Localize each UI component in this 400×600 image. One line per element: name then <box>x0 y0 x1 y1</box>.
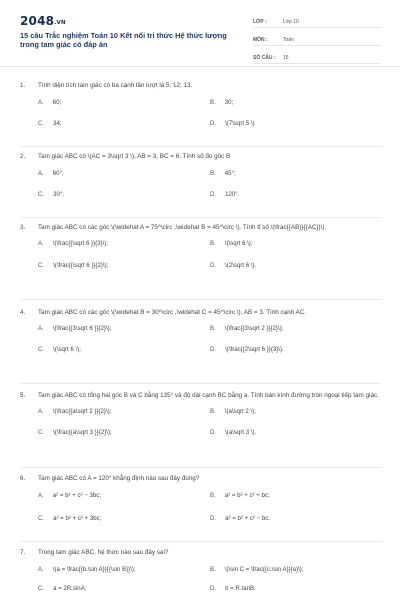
option-d[interactable] <box>210 262 256 269</box>
option-text: \(\sqrt 6 \); <box>53 346 81 353</box>
options <box>38 170 380 198</box>
option-text: 45°; <box>224 170 236 177</box>
option-label: B. <box>210 170 216 177</box>
option-text: \(a\sqrt 3 \). <box>225 429 257 436</box>
option-text: a² = b² + c² + bc; <box>224 492 270 499</box>
option-text: a² = b² + c² − bc. <box>225 515 270 522</box>
question-text <box>20 81 380 90</box>
question-number: 2. <box>20 153 26 160</box>
option-text: \(a\sqrt 2 \); <box>224 408 256 415</box>
option-label: B. <box>210 566 216 573</box>
option-label: D. <box>210 191 217 198</box>
option-c[interactable] <box>38 262 108 269</box>
option-b[interactable] <box>210 170 236 177</box>
option-b[interactable] <box>210 492 270 499</box>
option-c[interactable] <box>38 429 112 436</box>
meta-row-class <box>253 12 381 28</box>
option-label: D. <box>210 515 217 522</box>
question-stem: Tam giác ABC có A = 120° khẳng định nào sau đây đúng? <box>38 475 200 482</box>
option-d[interactable] <box>210 429 256 436</box>
option-c[interactable] <box>38 120 62 127</box>
option-d[interactable] <box>210 191 239 198</box>
logo-main: 2048 <box>20 14 55 28</box>
option-label: C. <box>38 346 45 353</box>
option-label: B. <box>210 408 216 415</box>
question-stem: Tam giác ABC có tổng hai góc B và C bằng 135° và độ dài cạnh BC bằng a. Tính bán kính đường tròn ngoại tiếp tam giác. <box>38 392 379 399</box>
meta-label: LỚP : <box>253 19 267 25</box>
question-text <box>20 474 380 483</box>
option-text: \(\frac{{\sqrt 6 }}{2}\); <box>53 262 109 269</box>
question-1 <box>20 81 380 127</box>
question-6 <box>20 474 380 522</box>
question-number: 6. <box>20 475 26 482</box>
option-label: B. <box>210 99 216 106</box>
option-text: a² = b² + c² − 3bc; <box>52 492 102 499</box>
divider <box>20 541 382 542</box>
option-label: D. <box>210 346 217 353</box>
option-label: A. <box>38 170 44 177</box>
question-text <box>20 152 380 161</box>
option-text: 60°; <box>52 170 64 177</box>
option-d[interactable] <box>210 515 270 522</box>
options <box>38 325 380 353</box>
option-b[interactable] <box>210 325 283 332</box>
options <box>38 492 380 522</box>
option-c[interactable] <box>38 585 86 592</box>
options <box>38 566 380 592</box>
logo-sub: .VN <box>54 20 66 26</box>
question-number: 7. <box>20 549 26 556</box>
document-title: 15 câu Trắc nghiệm Toán 10 Kết nối tri thức Hệ thức lượng trong tam giác có đáp án <box>20 31 227 50</box>
option-label: B. <box>210 492 216 499</box>
option-text: \(\frac{{a\sqrt 3 }}{2}\); <box>53 429 112 436</box>
option-a[interactable] <box>38 99 61 106</box>
option-text: \(2\sqrt 6 \). <box>225 262 257 269</box>
option-a[interactable] <box>38 240 108 247</box>
meta-panel <box>253 12 381 66</box>
option-label: D. <box>210 120 217 127</box>
meta-row-subject <box>253 30 381 46</box>
option-text: 120°. <box>225 191 240 198</box>
question-text <box>20 223 380 232</box>
divider <box>20 383 382 384</box>
option-text: b = R.tanB. <box>225 585 256 592</box>
meta-label: SỐ CÂU : <box>253 55 276 61</box>
option-b[interactable] <box>210 566 304 573</box>
site-logo[interactable] <box>20 14 66 28</box>
option-text: 34; <box>53 120 62 127</box>
divider <box>20 217 382 218</box>
header <box>0 0 400 67</box>
option-label: D. <box>210 585 217 592</box>
option-label: C. <box>38 429 45 436</box>
option-text: \(\frac{{3\sqrt 2 }}{2}\); <box>224 325 284 332</box>
option-label: A. <box>38 492 44 499</box>
divider <box>20 299 382 300</box>
option-text: \(\frac{{2\sqrt 6 }}{3}\). <box>225 346 284 353</box>
option-a[interactable] <box>38 408 111 415</box>
options <box>38 99 380 127</box>
meta-value: Toán <box>283 37 294 43</box>
option-label: A. <box>38 325 44 332</box>
question-3 <box>20 223 380 269</box>
option-c[interactable] <box>38 346 81 353</box>
option-label: C. <box>38 191 45 198</box>
option-text: \(\sin C = \frac{{c.\sin A}}{a}\); <box>224 566 304 573</box>
options <box>38 240 380 269</box>
question-4 <box>20 308 380 353</box>
option-d[interactable] <box>210 346 284 353</box>
option-text: \(\sqrt 6 \); <box>224 240 253 247</box>
question-2 <box>20 152 380 198</box>
option-a[interactable] <box>38 492 101 499</box>
option-label: A. <box>38 408 44 415</box>
option-label: C. <box>38 262 45 269</box>
question-text <box>20 308 380 317</box>
option-label: D. <box>210 262 217 269</box>
meta-row-count <box>253 48 381 64</box>
question-stem: Tính diện tích tam giác có ba cạnh lần lượt là 5; 12; 13. <box>38 82 193 89</box>
option-a[interactable] <box>38 325 111 332</box>
option-b[interactable] <box>210 408 256 415</box>
option-label: D. <box>210 429 217 436</box>
meta-value: 15 <box>283 55 289 61</box>
option-a[interactable] <box>38 566 136 573</box>
meta-value: Lớp 10 <box>283 19 299 25</box>
question-7 <box>20 548 380 592</box>
option-label: A. <box>38 566 44 573</box>
option-text: \(a = \frac{{b.\sin A}}{{\sin B}}\); <box>52 566 136 573</box>
question-number: 5. <box>20 392 26 399</box>
option-b[interactable] <box>210 240 253 247</box>
question-stem: Tam giác ABC có các góc \(\widehat B = 30^\circ ,\widehat C = 45^\circ \), AB = 3. Tính cạnh AC. <box>38 309 307 316</box>
option-c[interactable] <box>38 191 64 198</box>
option-text: 60; <box>52 99 62 106</box>
option-label: B. <box>210 325 216 332</box>
option-a[interactable] <box>38 170 64 177</box>
option-label: A. <box>38 99 44 106</box>
question-stem: Trong tam giác ABC, hệ thức nào sau đây sai? <box>38 549 169 556</box>
option-text: \(\frac{{3\sqrt 6 }}{2}\); <box>52 325 112 332</box>
option-label: C. <box>38 515 45 522</box>
question-number: 1. <box>20 82 26 89</box>
option-label: B. <box>210 240 216 247</box>
option-d[interactable] <box>210 585 256 592</box>
options <box>38 408 380 436</box>
option-label: C. <box>38 585 45 592</box>
option-b[interactable] <box>210 99 233 106</box>
divider <box>20 146 382 147</box>
option-text: a² = b² + c² + 3bc; <box>53 515 102 522</box>
option-text: \(\frac{{a\sqrt 2 }}{2}\); <box>52 408 112 415</box>
question-text <box>20 391 380 400</box>
question-stem: Tam giác ABC có \(AC = 3\sqrt 3 \), AB = 3, BC = 6. Tính số đo góc B <box>38 153 231 160</box>
option-label: C. <box>38 120 45 127</box>
option-d[interactable] <box>210 120 255 127</box>
option-c[interactable] <box>38 515 101 522</box>
option-text: a = 2R.sinA; <box>53 585 87 592</box>
question-text <box>20 548 380 557</box>
option-text: \(7\sqrt 5 \) <box>225 120 255 127</box>
divider <box>20 467 382 468</box>
question-5 <box>20 391 380 436</box>
option-text: \(\frac{{\sqrt 6 }}{3}\); <box>52 240 108 247</box>
meta-label: MÔN : <box>253 37 268 43</box>
question-number: 3. <box>20 224 26 231</box>
option-label: A. <box>38 240 44 247</box>
question-stem: Tam giác ABC có các góc \(\widehat A = 75^\circ ,\widehat B = 45^\circ \). Tính tỉ số \(\frac{{AB}}{{AC}}\). <box>38 224 327 231</box>
option-text: 30°; <box>53 191 65 198</box>
option-text: 30; <box>224 99 234 106</box>
question-number: 4. <box>20 309 26 316</box>
